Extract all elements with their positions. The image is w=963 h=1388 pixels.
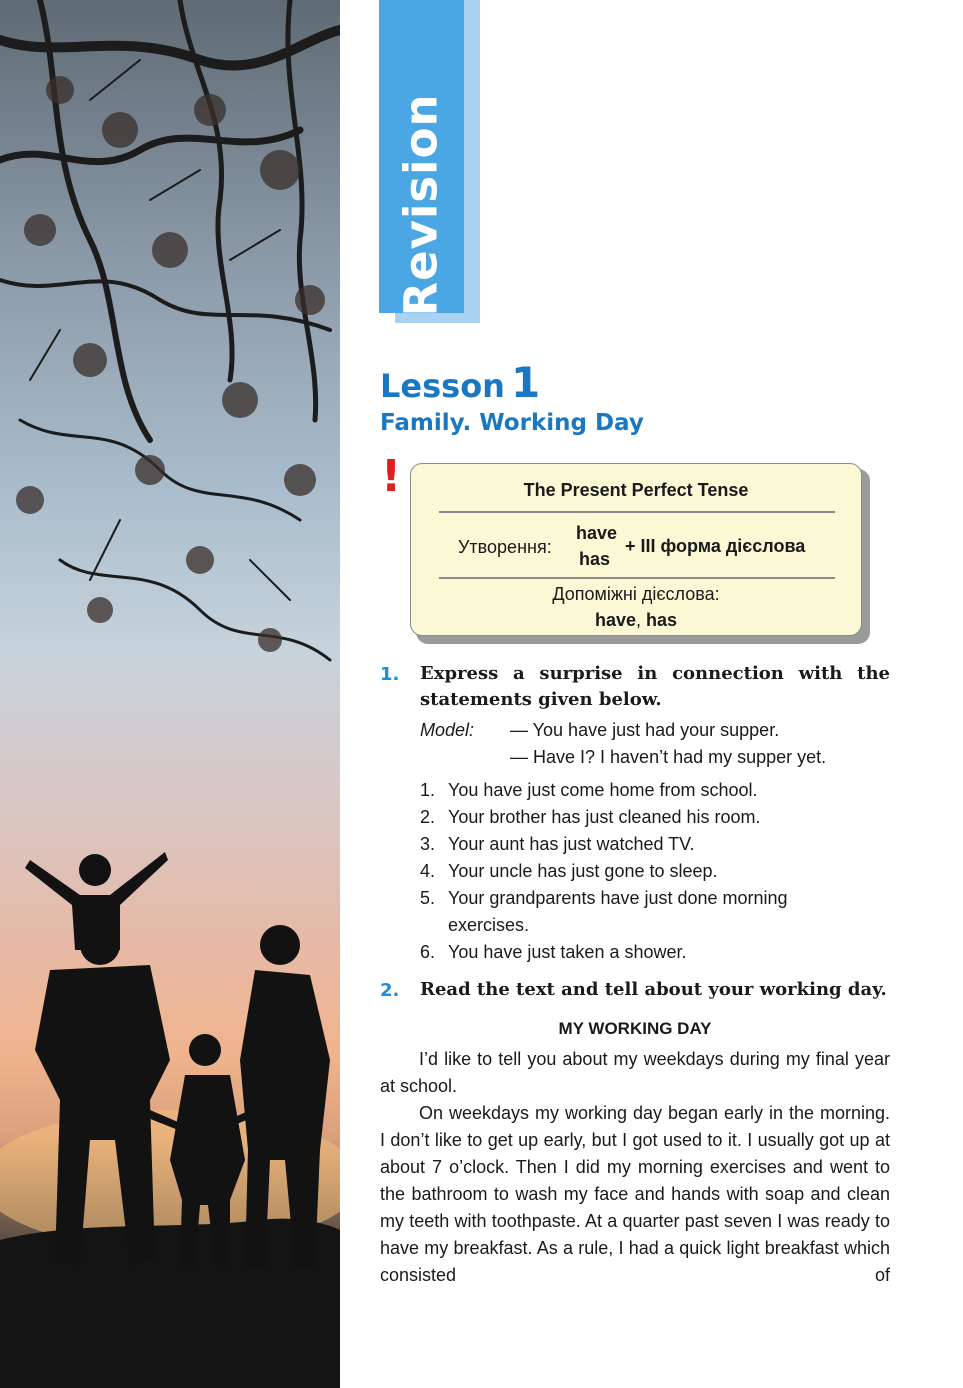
list-item-number: 5. <box>420 888 436 908</box>
story-paragraph-1: I’d like to tell you about my weekdays during my final year at school. <box>380 1049 890 1096</box>
lesson-subtitle: Family. Working Day <box>380 410 644 436</box>
list-item <box>420 804 850 831</box>
formation-label: Утворення: <box>458 537 552 557</box>
auxiliary-label: Допоміжні дієслова: <box>552 584 720 604</box>
list-item-number: 6. <box>420 942 436 962</box>
exercise-1-list <box>420 777 850 966</box>
list-item <box>420 858 850 885</box>
list-item-number: 2. <box>420 807 436 827</box>
exercise-2-number: 2. <box>380 980 400 1001</box>
list-item-text: Your grandparents have just done morning exercises. <box>448 888 788 935</box>
grammar-box <box>410 463 862 636</box>
revision-tab-label: Revision <box>394 93 448 317</box>
model-line-2: — Have I? I haven’t had my supper yet. <box>510 747 827 767</box>
list-item <box>420 831 850 858</box>
list-item <box>420 777 850 804</box>
exercise-2-instruction: Read the text and tell about your working day. <box>420 979 887 1000</box>
auxiliary-have: have <box>594 610 636 630</box>
attention-icon: ! <box>381 451 402 502</box>
list-item-text: Your aunt has just watched TV. <box>448 834 695 854</box>
photo-silhouettes <box>0 0 340 1388</box>
list-item-text: Your brother has just cleaned his room. <box>448 807 761 827</box>
auxiliary-values <box>411 610 861 631</box>
story-paragraph-2: On weekdays my working day began early in the morning. I don’t like to get up early, but I got used to it. I usually got up at about 7 o’clock. Then I did my morning exercises and went to the bathroom to wash my face and hands with soap and clean my teeth with toothpaste. At a quarter past seven I was ready to have my breakfast. As a rule, I had a quick light breakfast which consisted of <box>380 1103 890 1285</box>
model-line-1: — You have just had your supper. <box>510 720 780 740</box>
list-item <box>420 939 850 966</box>
list-item-text: You have just taken a shower. <box>448 942 687 962</box>
grammar-divider <box>439 577 835 579</box>
list-item-number: 4. <box>420 861 436 881</box>
aux-have: have <box>576 523 618 543</box>
list-item-number: 3. <box>420 834 436 854</box>
list-item <box>420 885 850 939</box>
list-item-text: You have just come home from school. <box>448 780 758 800</box>
exercise-1-number: 1. <box>380 664 400 685</box>
exercise-1-instruction: Express a surprise in connection with the statements given below. <box>420 663 890 710</box>
lesson-number: 1 <box>510 358 541 407</box>
list-item-number: 1. <box>420 780 436 800</box>
grammar-box-title: The Present Perfect Tense <box>523 480 749 500</box>
grammar-divider <box>439 511 835 513</box>
lesson-word: Lesson <box>380 367 505 405</box>
family-sunset-photo <box>0 0 340 1388</box>
story-title: MY WORKING DAY <box>558 1019 712 1038</box>
formation-formula: + III форма дієслова <box>625 536 806 556</box>
auxiliary-separator: , <box>635 610 641 630</box>
model-label: Model: <box>420 720 475 740</box>
aux-has: has <box>579 549 611 569</box>
auxiliary-has: has <box>646 610 678 630</box>
lesson-heading <box>380 358 540 407</box>
list-item-text: Your uncle has just gone to sleep. <box>448 861 718 881</box>
